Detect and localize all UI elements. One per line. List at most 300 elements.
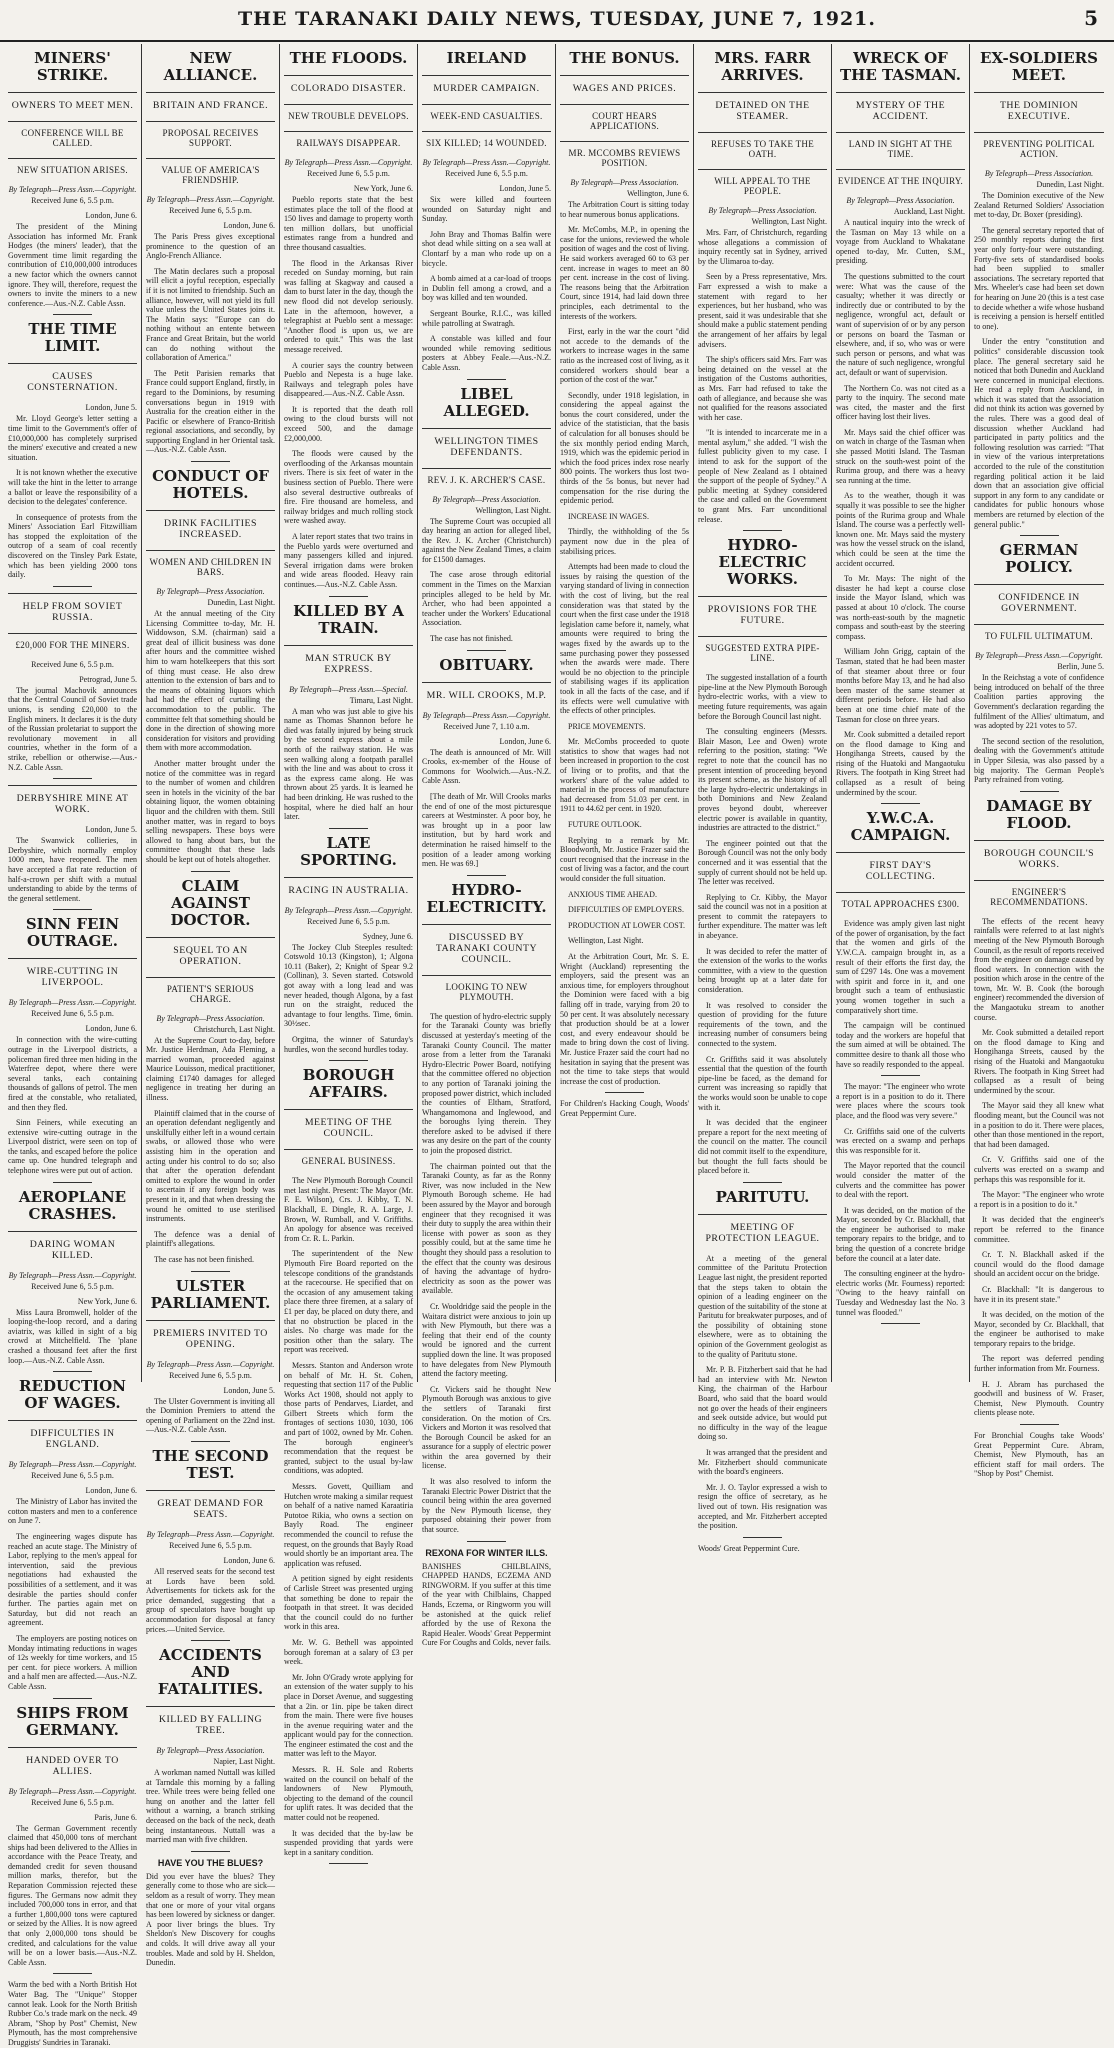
article-headline: THE TIME LIMIT. [28, 320, 117, 356]
article-paragraph: "It is intended to incarcerate me in a mental asylum," she added. "I wish the fullest publicity given to my case. I intend to ask for the support of the people of New Zealand as I obtained the support of the people of Sydney." A public meeting at Sydney considered the case and called on the Government to grant Mrs. Farr unconditional release. [698, 428, 827, 524]
divider [8, 1420, 137, 1421]
article-headline: REDUCTION OF WAGES. [19, 1377, 126, 1413]
short-rule [191, 1640, 230, 1641]
article-paragraph: The case has not finished. [430, 634, 513, 644]
divider [422, 468, 551, 469]
article [146, 1278, 275, 1442]
divider [284, 104, 413, 105]
divider [560, 141, 689, 142]
article-paragraph: Mr. J. O. Taylor expressed a wish to resign the office of secretary, as he lived out of town. His resignation was accepted, and Mr. Fitzherbert accepted the position. [698, 1482, 827, 1531]
divider [146, 550, 275, 551]
article [422, 50, 551, 380]
article [8, 1705, 137, 1975]
article-paragraph: The effects of the recent heavy rainfalls were referred to at last night's meeting of the New Plymouth Borough Council, as the result of reports received from the engineer on damage caused by flood waters. In connection with the position which arose in the centre of the town, Mr. W. B. Cook (the borough engineer) recommended the diversion of the Mangaotuku stream to another course. [974, 916, 1104, 1022]
short-rule [191, 1271, 230, 1272]
article-paragraph: Plaintiff claimed that in the course of an operation defendant negligently and unskilfully either left in a wound certain swabs, or allowed those who were assisting him in the operation and acting under his control to do so; also that after the operation defendant omitted to explore the wound in order to ascertain if any foreign body was present in it, and that when dressing the wound he omitted to use sterilised instruments. [146, 1108, 275, 1224]
short-rule [881, 803, 920, 804]
divider [422, 75, 551, 76]
short-rule [53, 1182, 92, 1183]
short-rule [1020, 1424, 1059, 1425]
divider [698, 1214, 827, 1215]
article-subheading: BOROUGH COUNCIL'S WORKS. [983, 847, 1095, 870]
short-rule [743, 1182, 782, 1183]
dateline: London, June 6. [223, 1555, 275, 1565]
press-credit: By Telegraph—Press Association. [156, 1746, 265, 1756]
article-subheading: CONFIDENCE IN GOVERNMENT. [998, 592, 1080, 615]
article-paragraph: The report was deferred pending further information from Mr. Fourness. [974, 1354, 1104, 1374]
divider [8, 593, 137, 594]
article-paragraph: It was also resolved to inform the Taranaki Electric Power District that the council being within the area governed by the New Plymouth license, they purposed obtaining their power from that source. [422, 1477, 551, 1535]
dateline: Auckland, Last Night. [893, 207, 965, 216]
article-paragraph: The campaign will be continued today and the workers are hopeful that the sum aimed at will be obtained. The committee desire to thank all those who have so readily responded to the appeal. [836, 1021, 965, 1069]
divider [836, 892, 965, 893]
article [560, 50, 689, 1093]
article-paragraph: The death is announced of Mr. Will Crooks, ex-member of the House of Commons for Woolwich.—Aus.-N.Z. Cable Assn. [422, 747, 551, 786]
article-paragraph: Secondly, under 1918 legislation, in considering the appeal against the bonus the court considered, under the advice of the statistician, that the basis of calculation for all bonuses should be the six monthly period ending March, 1919, which was the epidemic period in which the food prices index rose nearly 800 points. The workers thus lost two-thirds of the 5s bonus, but never had compensation for the rise during the epidemic period. [560, 390, 689, 506]
press-credit: By Telegraph—Press Assn.—Copyright. [8, 1786, 137, 1796]
article-paragraph: Six were killed and fourteen wounded on Saturday night and Sunday. [422, 195, 551, 224]
article [422, 657, 551, 876]
article-headline: ULSTER PARLIAMENT. [150, 1276, 271, 1312]
divider [8, 1231, 137, 1232]
article-paragraph: The suggested installation of a fourth pipe-line at the New Plymouth Borough hydro-electric works, with a view to meeting future requirements, was again before the Borough Council last night. [698, 673, 827, 721]
column-2 [142, 44, 280, 1968]
short-rule [53, 314, 92, 315]
press-credit: By Telegraph—Press Assn.—Copyright. [146, 1359, 275, 1369]
article-subheading: FIRST DAY'S COLLECTING. [865, 860, 936, 883]
divider [698, 636, 827, 637]
received-line: Received June 6, 5.5 p.m. [31, 1797, 114, 1807]
dateline: New York, June 6. [77, 1296, 137, 1306]
divider [8, 121, 137, 122]
article-subheading: DETAINED ON THE STEAMER. [715, 100, 810, 122]
article-paragraph: A courier says the country between Pueblo and Nepesta is a huge lake. Railways and telegraph poles have disappeared.—Aus.-N.Z. Cable Assn. [284, 360, 413, 399]
short-rule [467, 1541, 506, 1542]
divider [284, 1109, 413, 1110]
article-paragraph: Orgitna, the winner of Saturday's hurdles, won the second hurdles today. [284, 1035, 413, 1054]
article-subheading: MEETING OF THE COUNCIL. [304, 1117, 393, 1140]
article-paragraph: The mayor: "The engineer who wrote a report is in a position to do it. There were places where the scours took place, and the flood was very severe." [836, 1082, 965, 1120]
article-paragraph: The journal Machovik announces that the Central Council of Soviet trade unions, is sending £20,000 to the English miners. It declares it is the duty of the Russian proletariat to support the revolutionary movement in all countries, whether in the form of a strike, rebellion or otherwise.—Aus.-N.Z. Cable Assn. [8, 685, 137, 772]
ad-text: For Children's Hacking Cough, Woods' Great Peppermint Cure. [560, 1099, 689, 1118]
press-credit: By Telegraph—Press Assn.—Copyright. [422, 158, 551, 167]
dateline: London, June 6. [85, 1486, 137, 1496]
press-credit: By Telegraph—Press Assn.—Copyright. [8, 185, 137, 194]
article-subheading: DERBYSHIRE MINE AT WORK. [16, 793, 129, 816]
article-paragraph: The Jockey Club Steeples resulted: Cotswold 10.13 (Kingston), 1; Algona 10.11 (Baker), 2; Knight of Spear 9.2 (Collinan), 3. Seven started. Cotswold got away with a long lead and was never headed, though Algona, by a fast run on the straight, reduced the advantage to four lengths. Time, 6min. 30½sec. [284, 942, 413, 1029]
article-paragraph: To Mr. Mays: The night of the disaster he had kept a course close inside the Mayor Island, which was passed at about 10 o'clock. The course was north-east-south by the magnetic compass and south-east by the steering compass. [836, 574, 965, 641]
article-subheading: REFUSES TO TAKE THE OATH. [710, 139, 815, 159]
article [974, 50, 1104, 536]
divider [146, 158, 275, 159]
dateline: London, June 6. [85, 1024, 137, 1034]
dateline: London, June 6. [85, 211, 137, 220]
ad-text: Warm the bed with a North British Hot Water Bag. The "Unique" Stopper cannot leak. Look for the North British Rubber Co.'s trade mark on the neck. 49 Abram, "Shop by Post" Chemist, New Plymouth, has the most comprehensive Druggists' Sundries in Taranaki. [8, 1980, 137, 2047]
article-subheading: WIRE-CUTTING IN LIVERPOOL. [26, 966, 119, 989]
divider [698, 92, 827, 93]
article-paragraph: Cr. Griffiths said one of the culverts was erected on a swamp and perhaps this was responsible for it. [836, 1126, 965, 1155]
short-rule [191, 1851, 230, 1852]
article-paragraph: A man who was just able to give his name as Thomas Shannon before he died was fatally injured by being struck by the second express about a mile north of the railway station. He was seen walking along a footpath parallel with the line and was about to cross it as the express came along. He was thrown about 25 yards. It is learned he had been drinking. He was rushed to the hospital, where he died half an hour later. [284, 706, 413, 822]
article-paragraph: A workman named Nuttall was killed at Tarndale this morning by a falling tree. While trees were being felled one hung on another and the latter fell without a warning, a branch striking deceased on the back of the neck, death being instantaneous. Nuttall was a married man with five children. [146, 1768, 275, 1845]
article [284, 50, 413, 597]
article-subheading: DISCUSSED BY TARANAKI COUNTY COUNCIL. [435, 931, 538, 965]
column-3 [280, 44, 418, 1857]
divider [146, 1320, 275, 1321]
article-paragraph: The German Government recently claimed that 450,000 tons of merchant ships had been delivered to the Allies in accordance with the Peace Treaty, and demanded credit for seven thousand million marks, therefor, but the Reparation Commission rejected these figures. The Germans now admit they included 700,000 tons in error, and that a further 1,800,000 tons were captured or seized by the Allies. It is now agreed that only 2,000,000 tons should be credited, and calculations for the value will be on a lower basis.—Aus.-N.Z. Cable Assn. [8, 1823, 137, 1967]
article-paragraph: Seen by a Press representative, Mrs. Farr expressed a wish to make a statement with regard to her experiences, but her husband, who was present, said it was undesirable that she should make a public statement pending the arrangement of her affairs by legal advisers. [698, 272, 827, 349]
divider [8, 363, 137, 364]
article-subheading: RAILWAYS DISAPPEAR. [296, 138, 401, 148]
short-rule [743, 1537, 782, 1538]
article-subheading: VALUE OF AMERICA'S FRIENDSHIP. [161, 165, 260, 185]
masthead [0, 0, 1114, 42]
dateline: Christchurch, Last Night. [193, 1024, 275, 1034]
press-credit: By Telegraph—Press Assn.—Copyright. [146, 1529, 275, 1539]
dateline: Berlin, June 5. [1057, 662, 1104, 672]
dateline: London, June 6. [499, 736, 551, 746]
press-credit: By Telegraph—Press Assn.—Copyright. [284, 905, 413, 915]
article-paragraph: It was decided that the engineer's report be referred to the finance committee. [974, 1215, 1104, 1244]
article-paragraph: Cr. Griffiths said it was absolutely essential that the question of the fourth pipe-line be faced, as the demand for current was increasing so rapidly that the works would soon be unable to cope with it. [698, 1054, 827, 1112]
divider [8, 158, 137, 159]
article [146, 50, 275, 462]
article-paragraph: The ship's officers said Mrs. Farr was being detained on the vessel at the instigation of the Customs authorities, as Mrs. Farr had refused to take the oath of allegiance, and because she was not qualified for the reasons associated with her case. [698, 355, 827, 422]
newspaper-title: THE TARANAKI DAILY NEWS, TUESDAY, JUNE 7, 1921. [237, 8, 877, 30]
article-paragraph: Mr. McCombs proceeded to quote statistics to show that wages had not been increased in proportion to the cost of living or to profits, and that the workers' share of the value added to material in the process of manufacture had decreased from 51.03 per cent. in 1911 to 44.62 per cent. in 1920. [560, 737, 689, 814]
article [284, 835, 413, 1062]
article-headline: THE SECOND TEST. [152, 1446, 269, 1482]
article-paragraph: The case arose through editorial comment in the Times on the Marxian principles alleged to be held by Mr. Archer, who had been appointed a teacher under the Workers' Educational Association. [422, 570, 551, 628]
received-line: Received June 6, 5.5 p.m. [31, 1471, 114, 1481]
received-line: Received June 6, 5.5 p.m. [169, 1540, 252, 1550]
short-rule [605, 1092, 644, 1093]
article-paragraph: A petition signed by eight residents of Carlisle Street was presented urging that something be done to repair the footpath in that street. It was decided that the council could do no further work in this area. [284, 1574, 413, 1632]
ad-text: BANISHES CHILBLAINS, CHAPPED HANDS, ECZEMA AND RINGWORM. If you suffer at this time of the year with Chilblains, Chapped Hands, Eczema, or Ringworm you will be astonished at the quick relief afforded by the use of Rexona the Rapid Healer. Woods' Great Peppermint Cure For Coughs and Colds, never fails. [422, 1561, 551, 1648]
column-6 [694, 44, 832, 1553]
dateline: Timaru, Last Night. [349, 695, 413, 705]
article-subheading: PREVENTING POLITICAL ACTION. [983, 139, 1095, 159]
dateline: Sydney, June 6. [362, 931, 413, 941]
dateline: London, June 5. [499, 184, 551, 193]
divider [146, 977, 275, 978]
article-paragraph: [The death of Mr. Will Crooks marks the end of one of the most picturesque careers at Westminster. A poor boy, he was brought up in a poor law institution, but by hard work and determination he raised himself to the position of a leader among working men. He was 69.] [422, 792, 551, 869]
column-7 [832, 44, 970, 1382]
article-subheading: WELLINGTON TIMES DEFENDANTS. [434, 435, 539, 458]
ad-text: For Bronchial Coughs take Woods' Great Peppermint Cure. Abram, Chemist, New Plymouth, has an efficient staff for mail orders. The "Shop by Post" Chemist. [974, 1431, 1104, 1479]
dateline: London, June 5. [85, 825, 137, 835]
short-rule [53, 1973, 92, 1974]
article-paragraph: The New Plymouth Borough Council met last night. Present: The Mayor (Mr. F. E. Wilson), Crs. J. Kibby, T. N. Blackhall, E. Dingle, R. A. Large, J. Brown, W. Rumball, and V. Griffiths. An apology for absence was received from Cr. R. L. Parkin. [284, 1176, 413, 1243]
article-paragraph: It is not known whether the executive will take the hint in the letter to arrange a ballot or leave the responsibility of a decision to the delegates' conference. [8, 468, 137, 507]
article-subheading: DARING WOMAN KILLED. [29, 1238, 116, 1261]
article-paragraph: Mr. Cook submitted a detailed report on the flood damage to King and Hongihanga Streets, caused by the rising of the Huatoki and Mangaotuku Rivers. The footpath in King Street had collapsed as a result of being undermined by the scour. [836, 730, 965, 797]
short-rule [1020, 535, 1059, 536]
article-paragraph: The floods were caused by the overflooding of the Arkansas mountain rivers. There is six feet of water in the business section of Pueblo. There were also several destructive outbreaks of fire. Fire thousand are homeless, and railway bridges and much rolling stock were washed away. [284, 449, 413, 526]
article [974, 798, 1104, 1425]
article-paragraph: The employers are posting notices on Monday intimating reductions in wages of 12s weekly for time workers, and 15 per cent. for piece workers. A million and a half men are affected.—Aus.-N.Z. Cable Assn. [8, 1633, 137, 1691]
press-credit: By Telegraph—Press Association. [984, 169, 1094, 178]
article-paragraph: It was decided, on the motion of the Mayor, seconded by Cr. Blackhall, that the engineer be authorised to make temporary repairs to the bridge, and to bring the question of a concrete bridge before the council at a later date. [836, 1205, 965, 1263]
article-paragraph: H. J. Abram has purchased the goodwill and business of W. Fraser, Chemist, New Plymouth. Country clients please note. [974, 1379, 1104, 1418]
article-paragraph: A nautical inquiry into the wreck of the Tasman on May 13 while on a voyage from Auckland to Whakatane opened to-day, Mr. Cutten, S.M., presiding. [836, 218, 965, 266]
divider [422, 104, 551, 105]
article-paragraph: Thirdly, the withholding of the 5s payment now due in the plea of stabilising prices. [560, 527, 689, 556]
article-subheading: MEETING OF PROTECTION LEAGUE. [705, 1221, 820, 1244]
divider [698, 169, 827, 170]
article-subheading: MURDER CAMPAIGN. [433, 83, 540, 94]
article-paragraph: DIFFICULTIES OF EMPLOYERS. [568, 905, 684, 915]
press-credit: By Telegraph—Press Assn.—Copyright. [8, 1270, 137, 1280]
divider [974, 584, 1104, 585]
article-subheading: MYSTERY OF THE ACCIDENT. [855, 100, 946, 122]
article-paragraph: Cr. V. Griffiths said one of the culverts was erected on a swamp and perhaps this was responsible for it. [974, 1155, 1104, 1184]
article [698, 50, 827, 531]
article-paragraph: The flood in the Arkansas River receded on Sunday morning, but rain was falling at Skagway and caused a dam to burst later in the day, though the new flood did not develop seriously. Late in the afternoon, however, a telegraphist at Pueblo sent a message: "Another flood is upon us, we are ordered to quit." This was the last message received. [284, 258, 413, 354]
divider [836, 92, 965, 93]
received-line: Received June 6, 5.5 p.m. [169, 206, 252, 215]
press-credit: By Telegraph—Press Assn.—Special. [289, 684, 408, 694]
divider [8, 785, 137, 786]
article-paragraph: INCREASE IN WAGES. [568, 511, 649, 521]
press-credit: By Telegraph—Press Assn.—Copyright. [8, 1460, 137, 1470]
article-subheading: WOMEN AND CHILDREN IN BARS. [149, 557, 272, 578]
article [836, 50, 965, 804]
article [974, 542, 1104, 792]
article-paragraph: In connection with the wire-cutting outrage in the Liverpool districts, a policeman fired three men hiding in the Waterfree depot, where there were several tanks, each containing thousands of gallons of petrol. The men fired at the constable, who retaliated, and then they fled. [8, 1035, 137, 1112]
dateline: London, June 5. [85, 403, 137, 413]
article-paragraph: Mr. McCombs, M.P., in opening the case for the unions, reviewed the whole position of wages and the cost of living. He said workers averaged 60 to 63 per cent. increase in wages to meet an 80 per cent. increase in the cost of living. The reasons being that the Arbitration Court, since 1914, had laid down three principles, each detrimental to the interests of the workers. [560, 225, 689, 321]
dateline: Wellington, June 6. [626, 189, 689, 198]
article-paragraph: A later report states that two trains in the Pueblo yards were overturned and many passengers killed and injured. Several irrigation dams were broken and wide areas flooded. Heavy rain continues.—Aus.-N.Z. Cable Assn. [284, 532, 413, 589]
page-columns [4, 44, 1110, 2047]
advertisement [422, 1548, 551, 1648]
divider [284, 645, 413, 646]
divider [8, 1747, 137, 1748]
article-paragraph: The Supreme Court was occupied all day hearing an action for alleged libel, the Rev. J. K. Archer (Christchurch) against the New Zealand Times, a claim for £1500 damages. [422, 516, 551, 564]
article-paragraph: The Matin declares such a proposal will elicit a joyful reception, especially if it is not limited to friendship. Such an alliance, however, will not yield its full value unless the United States joins it. The Matin says: "Europe can do nothing without an entente between France and Great Britain, but the world can do nothing without the collaboration of America." [146, 266, 275, 363]
article-paragraph: The Mayor said they all knew what flooding meant, but the Council was not in a position to do it. There were places, other than those mentioned in the report, that had been damaged. [974, 1101, 1104, 1149]
article-paragraph: The defence was a denial of plaintiff's allegations. [146, 1229, 275, 1249]
press-credit: By Telegraph—Press Association. [156, 1013, 265, 1023]
received-line: Received June 6, 5.5 p.m. [169, 1370, 252, 1380]
article-paragraph: Mr. Lloyd George's letter setting a time limit to the Government's offer of £10,000,000 has completely surprised the miners' executive and created a new situation. [8, 414, 137, 462]
received-line: Received June 6, 5.5 p.m. [445, 169, 528, 178]
advertisement [560, 1099, 689, 1118]
divider [974, 92, 1104, 93]
article-paragraph: Sergeant Bourke, R.I.C., was killed while patrolling at Swatragh. [422, 308, 551, 328]
press-credit: By Telegraph—Press Assn.—Copyright. [975, 651, 1103, 661]
divider [284, 877, 413, 878]
short-rule [191, 461, 230, 462]
article-paragraph: Replying to a remark by Mr. Bloodworth, Mr. Justice Frazer said the court recognised that the increase in the cost of living was a factor, and the court would consider the full situation. [560, 835, 689, 883]
article-subheading: THE DOMINION EXECUTIVE. [999, 100, 1079, 122]
article-subheading: PROVISIONS FOR THE FUTURE. [707, 604, 818, 627]
short-rule [467, 650, 506, 651]
divider [974, 132, 1104, 133]
article-paragraph: It was decided, on the motion of the Mayor, seconded by Cr. Blackhall, that the engineer be authorised to make temporary repairs to the bridge. [974, 1310, 1104, 1348]
press-credit: By Telegraph—Press Association. [432, 494, 541, 504]
article-paragraph: The engineering wages dispute has reached an acute stage. The Ministry of Labor, replying to the men's appeal for intervention, said the previous negotiations had exhausted the possibilities of a settlement, and it was desirable the parties should confer further. The parties again met on Saturday, but did not reach an agreement. [8, 1532, 137, 1628]
divider [146, 1706, 275, 1707]
article-headline: MRS. FARR ARRIVES. [714, 49, 811, 84]
article-subheading: GENERAL BUSINESS. [301, 1156, 396, 1167]
divider [146, 121, 275, 122]
article [284, 603, 413, 829]
article-subheading: NEW TROUBLE DEVELOPS. [288, 111, 409, 121]
article-subheading: SEQUEL TO AN OPERATION. [173, 944, 248, 967]
press-credit: By Telegraph—Press Association. [708, 206, 817, 215]
short-rule [1020, 791, 1059, 792]
article-paragraph: At the Supreme Court to-day, before Mr. Justice Herdman, Ada Fleming, a married woman, proceeded against Maurice Louisson, medical practitioner, claiming £1740 damages for alleged negligence in treating her during an illness. [146, 1035, 275, 1103]
advertisement [974, 1431, 1104, 1479]
article-subheading: BRITAIN AND FRANCE. [152, 100, 269, 111]
article-paragraph: At the Arbitration Court, Mr. S. E. Wright (Auckland) representing the employers, said the present was an anxious time, for employers throughout the Dominion were faced with a big falling off in trade, varying from 20 to 50 per cent. It was absolutely necessary that production should be at a lower cost, and every endeavour should be made to bring down the cost of living. Mr. Justice Frazer said the court had no hesitation in saying that the present was not the time to take steps that would increase the cost of production. [560, 951, 689, 1086]
article [146, 878, 275, 1272]
article [8, 1189, 137, 1373]
article [422, 386, 551, 651]
article-subheading: LOOKING TO NEW PLYMOUTH. [445, 981, 528, 1002]
article-headline: LIBEL ALLEGED. [443, 384, 530, 420]
article-subheading: HELP FROM SOVIET RUSSIA. [22, 600, 123, 623]
article-subheading: CAUSES CONSTERNATION. [27, 371, 118, 394]
advertisement [698, 1544, 827, 1554]
short-rule [329, 596, 368, 597]
article-headline: LATE SPORTING. [300, 833, 397, 869]
short-rule [329, 828, 368, 829]
article [422, 882, 551, 1542]
article [8, 916, 137, 1182]
divider [560, 104, 689, 105]
article-paragraph: Mr. Cook submitted a detailed report on the flood damage to King and Hongihanga Streets, caused by the rising of the Huatoki and Mangaotuku Rivers. The footpath in King Street had collapsed as a result of being undermined by the scour. [974, 1028, 1104, 1095]
divider [422, 975, 551, 976]
article [8, 1378, 137, 1698]
received-line: Received June 6, 5.5 p.m. [307, 916, 390, 926]
article-paragraph: The superintendent of the New Plymouth Fire Board reported on the telescope conditions of the grandstands at the racecourse. He specified that on the occasion of any amusement taking place there three firemen, at a salary of £1 per day, be placed on duty there, and that no obstruction be placed in the aisles. No charge was made for the position other than the salary. The report was received. [284, 1249, 413, 1355]
article-paragraph: Mr. Mays said the chief officer was on watch in charge of the Tasman when she passed Motiti Island. The Tasman struck on the south-west point of the Rurima group, and there was a heavy sea running at the time. [836, 427, 965, 485]
short-rule [329, 1863, 368, 1864]
dateline: Wellington, Last Night. [751, 217, 827, 226]
divider [422, 924, 551, 925]
press-credit: By Telegraph—Press Association. [846, 196, 955, 205]
article-paragraph: Pueblo reports state that the best estimates place the toll of the flood at 150 lives and damage to property worth ten million dollars, but unofficial estimates range from a hundred and three thousand casualties. [284, 195, 413, 252]
article [836, 1082, 965, 1324]
article-headline: AEROPLANE CRASHES. [18, 1187, 127, 1223]
article-headline: DAMAGE BY FLOOD. [986, 796, 1092, 832]
short-rule [329, 1060, 368, 1061]
article-paragraph: PRODUCTION AT LOWER COST. [568, 920, 686, 930]
article-subheading: WEEK-END CASUALTIES. [430, 111, 543, 121]
divider [836, 169, 965, 170]
advertisement [146, 1858, 275, 1968]
article-paragraph: It is reported that the death roll owing to the cloud bursts will not exceed 500, and the damage £2,000,000. [284, 404, 413, 443]
article-paragraph: Cr. T. N. Blackhall asked if the council would do the flood damage should an accident occur on the bridge. [974, 1250, 1104, 1279]
divider [8, 92, 137, 93]
short-rule [53, 1698, 92, 1699]
short-rule [53, 1371, 92, 1372]
article-headline: CLAIM AGAINST DOCTOR. [170, 876, 251, 929]
divider [836, 132, 965, 133]
article [146, 1647, 275, 1852]
article-subheading: TOTAL APPROACHES £300. [841, 899, 960, 910]
article [8, 50, 137, 315]
press-credit: By Telegraph—Press Assn.—Copyright. [422, 710, 551, 720]
article-paragraph: FUTURE OUTLOOK. [568, 820, 642, 830]
article-paragraph: Cr. Wooldridge said the people in the Waitara district were anxious to join up with New Plymouth, but there was a feeling that their end of the county would be ignored and the current supplied down the line. It was proposed to have delegates from New Plymouth attend the factory meeting. [422, 1301, 551, 1379]
article-subheading: NEW SITUATION ARISES. [17, 165, 128, 175]
article-subheading: MR. MCCOMBS REVIEWS POSITION. [568, 148, 681, 168]
press-credit: By Telegraph—Press Assn.—Copyright. [284, 158, 413, 167]
article-headline: PARITUTU. [715, 1187, 810, 1206]
divider [422, 131, 551, 132]
article-paragraph: It was resolved to consider the question of providing for the future requirements of the town, and the increasing number of consumers being connected to the system. [698, 1000, 827, 1048]
article-paragraph: Another matter brought under the notice of the committee was in regard to the number of women and children seen in hotels in the vicinity of the bar obtaining liquor, the women obtaining liquor and the children with them. Still another matter, was in regard to boys selling newspapers. These boys were allowed to hang about bars, but the committee thought that these lads should be kept out of hotels altogether. [146, 758, 275, 864]
article-paragraph: The consulting engineer at the hydro-electric works (Mr. Fourness) reported: "Owing to the heavy rainfall on Tuesday and Wednesday last the No. 3 tunnel was flooded." [836, 1269, 965, 1317]
article-paragraph: Under the entry "constitution and politics" considerable discussion took place. The general secretary said he noticed that both Dunedin and Auckland were concerned in municipal elections. He read a reply from Auckland, in which it was stated that the association did not think its action was governed by the rules. There was a good deal of discussion whether Auckland had participated in party politics and the following resolution was carried: "That in view of the various interpretations accorded to the rule of the constitution regarding political action it be laid down that an association give official support in any form to any candidate or candidates for public honours whose members are returned by election of the general public." [974, 337, 1104, 529]
article-headline: HYDRO-ELECTRIC WORKS. [718, 536, 807, 589]
article-paragraph: At a meeting of the general committee of the Paritutu Protection League last night, the president reported that the steps taken to obtain the opinion of a leading engineer on the question of the suitability of the stone at Paritutu for breakwater purposes, and of the possibility of obtaining stone elsewhere, were as to obtaining the opinion of the Government geologist as to the quality of Paritutu stone. [698, 1253, 827, 1359]
article-subheading: WAGES AND PRICES. [572, 83, 677, 94]
article-paragraph: Attempts had been made to cloud the issues by raising the question of the varying standard of living in connection with the cost of living, but the real consideration was that stated by the court when the first case under the 1918 legislation came before it, namely, what amounts were required to bring the wages fixed by the awards up to the same purchasing power they possessed when the awards were made. There would be no objection to the principle of stabilising wages if its application took in all the facts of the case, and if its effects were well cumulative with the effects of other principles. [560, 562, 689, 716]
article-paragraph: PRICE MOVEMENTS. [568, 721, 646, 731]
column-4 [418, 44, 556, 1648]
article-subheading: SIX KILLED; 14 WOUNDED. [426, 138, 547, 148]
short-rule [881, 1075, 920, 1076]
article-headline: NEW ALLIANCE. [163, 49, 258, 84]
article-paragraph: Mr. W. G. Bethell was appointed borough foreman at a salary of £3 per week. [284, 1637, 413, 1667]
article-paragraph: Replying to Cr. Kibby, the Mayor said the council was not in a position at present to commit the ratepayers to further expenditure. The matter was left in abeyance. [698, 892, 827, 941]
article-paragraph: The Petit Parisien remarks that France could support England, firstly, in regard to the Dominions, by resuming conversations begun in 1919 with Australia for the creation either in the Pacific or elsewhere of Franco-British regional associations, and secondly, by supporting England in her Oriental task.—Aus.-N.Z. Cable Assn. [146, 368, 276, 455]
article-subheading: DIFFICULTIES IN ENGLAND. [30, 1428, 115, 1451]
article-headline: HYDRO-ELECTRICITY. [426, 880, 547, 916]
article-paragraph: The questions submitted to the court were: What was the cause of the casualty; whether it was directly or indirectly due or contributed to by the negligence, wrongful act, default or want of supervision of or by any person or persons on board the Tasman or elsewhere, and, if so, who was or were such person or persons, and what was the nature of such negligence, wrongful act, default or want of supervision. [836, 271, 965, 377]
article [698, 1189, 827, 1538]
article-subheading: PATIENT'S SERIOUS CHARGE. [166, 983, 255, 1004]
article-paragraph: The consulting engineers (Messrs. Blair Mason, Lee and Owen) wrote referring to the position, stating: "We regret to note that the council has no present intention of proceeding beyond its present scheme, as the history of all the large hydro-electric undertakings in both Dominions and New Zealand proves beyond doubt, whereever electric power is available in quantity, industries are attracted to the district." [698, 727, 827, 833]
article-paragraph: The question of hydro-electric supply for the Taranaki County was briefly discussed at yesterday's meeting of the Taranaki County Council. The matter arose from a letter from the Taranaki Hydro-Electric Power Board, notifying that the committee offered no objection to any portion of Taranaki joining the proposed power district, which included the counties of Eltham, Stratford, Whangamomona and Inglewood, and the boroughs lying therein. They therefore asked to be advised if there was any desire on the part of the county to join the proposed district. [422, 1011, 551, 1156]
divider [974, 880, 1104, 881]
dateline: New York, June 6. [353, 184, 413, 193]
article-paragraph: The case has not been finished. [154, 1254, 254, 1264]
article-headline: MINERS' STRIKE. [34, 49, 111, 84]
article-headline: SINN FEIN OUTRAGE. [25, 915, 120, 951]
article-paragraph: Messrs. R. H. Sole and Roberts waited on the council on behalf of the landowners of New Plymouth, objecting to the demand of the council for uplift rates. It was decided that the matter could not be reopened. [284, 1765, 413, 1823]
ad-headline: REXONA FOR WINTER ILLS. [425, 1547, 548, 1558]
article-subheading: EVIDENCE AT THE INQUIRY. [837, 176, 964, 186]
article-paragraph: Wellington, Last Night. [568, 936, 644, 946]
article-subheading: RACING IN AUSTRALIA. [288, 884, 409, 896]
article-subheading: TO FULFIL ULTIMATUM. [985, 631, 1093, 642]
advertisement [8, 1980, 137, 2047]
short-rule [743, 530, 782, 531]
divider [422, 428, 551, 429]
article-paragraph: All reserved seats for the second test at Lords have been sold. Advertisements for tickets ask for the price demanded, suggesting that a group of speculators have bought up accommodation for disposal at fancy prices.—United Service. [146, 1566, 275, 1634]
article-paragraph: Mrs. Farr, of Christchurch, regarding whose allegations a commission of inquiry recently sat in Sydney, arrived by the Ulimaroa to-day. [698, 228, 827, 266]
short-rule [53, 909, 92, 910]
divider [8, 958, 137, 959]
article-subheading: LAND IN SIGHT AT THE TIME. [848, 139, 953, 159]
article-paragraph: At the annual meeting of the City Licensing Committee to-day, Mr. H. Widdowson, S.M. (chairman) said a great deal of illicit business was done after hours and the committee wished him to warn hotelkeepers that this sort of thing must cease. He also drew attention to the extension of bars and to the means of obtaining liquors which had had the effect of curtailing the accommodation to the public. The committee felt that something should be done in the direction of showing more consideration for visitors and providing them with more accommodation. [146, 609, 275, 753]
divider [560, 75, 689, 76]
article-paragraph: It was decided that the by-law be suspended providing that yards were kept in a sanitary condition. [284, 1828, 413, 1857]
article-paragraph: Evidence was amply given last night of the power of organisation, by the fact that the women and girls of the Y.W.C.A. campaign brought in, as a result of their efforts the first day, the sum of £297 14s. One was a movement with spirit and force in it, and one brought such a team of enthusiastic young women together in such a comparatively short time. [836, 919, 965, 1015]
article-headline: Y.W.C.A. CAMPAIGN. [850, 809, 951, 845]
short-rule [191, 1441, 230, 1442]
divider [284, 75, 413, 76]
article [284, 1067, 413, 1864]
divider [698, 132, 827, 133]
dateline: London, June 5. [223, 1385, 275, 1395]
